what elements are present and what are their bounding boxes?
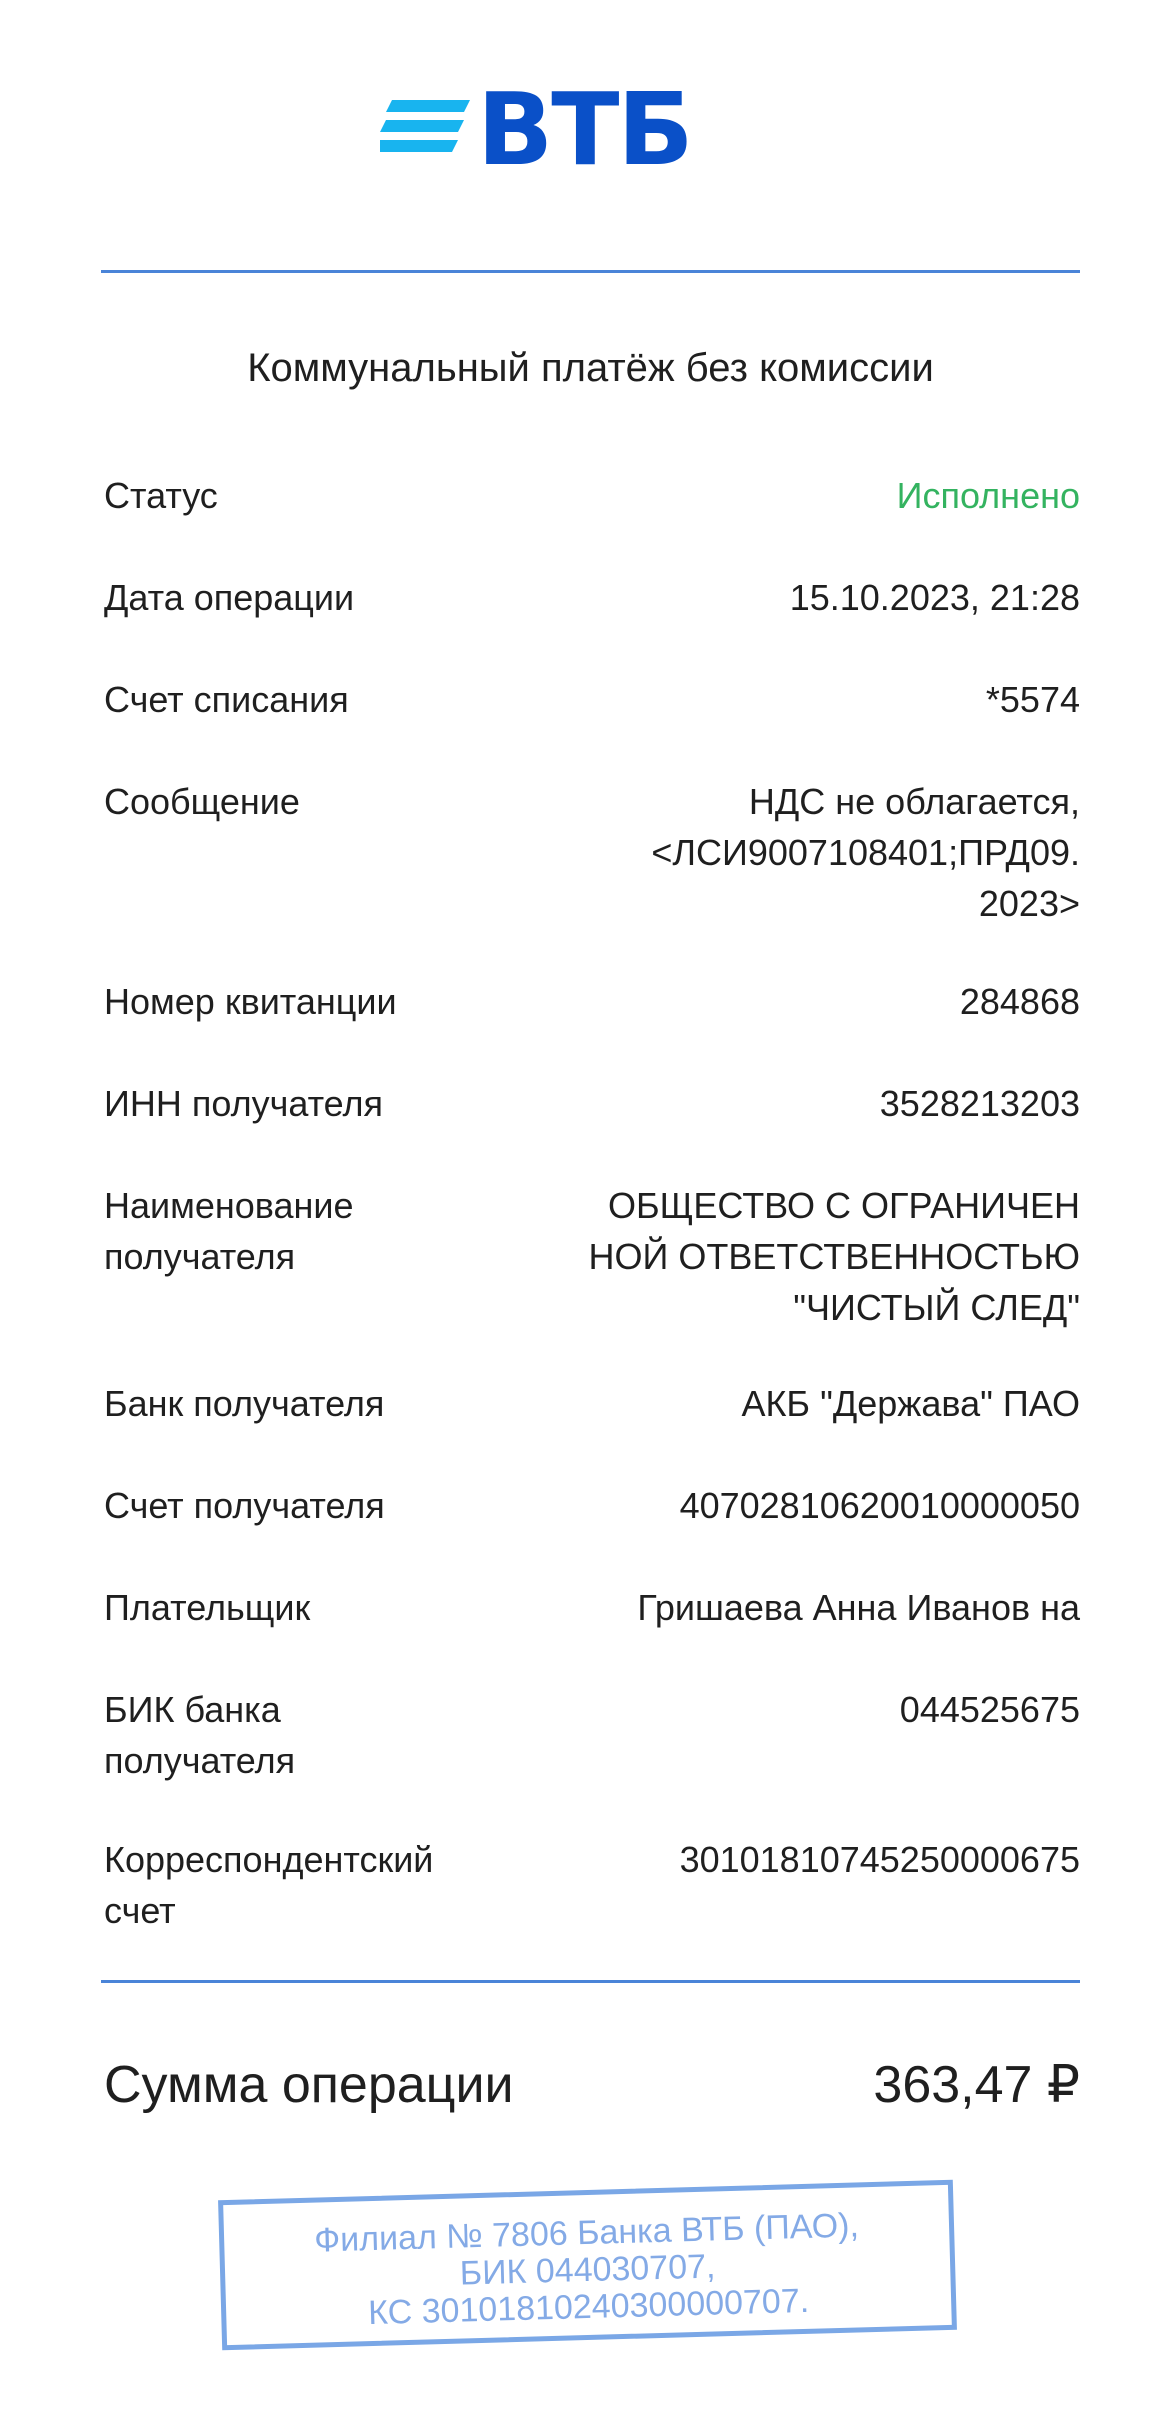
detail-label: ИНН получателя — [104, 1083, 383, 1124]
detail-value: 15.10.2023, 21:28 — [789, 577, 1080, 618]
detail-label — [104, 1684, 494, 1786]
detail-label: Номер квитанции — [104, 981, 397, 1022]
detail-row-bik — [104, 1684, 1080, 1786]
value-line: НОЙ ОТВЕТСТВЕННОСТЬЮ — [588, 1236, 1080, 1277]
detail-label — [104, 1180, 494, 1282]
value-line: ОБЩЕСТВО С ОГРАНИЧЕН — [608, 1185, 1080, 1226]
total-label: Сумма операции — [104, 2056, 514, 2114]
label-line: Наименование — [104, 1185, 354, 1226]
value-line: 2023> — [978, 883, 1080, 924]
label-line: получателя — [104, 1236, 296, 1277]
label-line: БИК банка — [104, 1689, 281, 1730]
detail-row-receipt-number — [104, 976, 1080, 1027]
detail-label: Банк получателя — [104, 1383, 385, 1424]
stamp-line: БИК 044030707, — [459, 2247, 716, 2293]
detail-label: Сообщение — [104, 781, 300, 822]
detail-label — [104, 1834, 494, 1936]
detail-row-recipient-inn — [104, 1078, 1080, 1129]
detail-value: 044525675 — [899, 1689, 1080, 1730]
label-line: счет — [104, 1890, 176, 1931]
detail-label: Статус — [104, 475, 218, 516]
detail-row-recipient-name — [104, 1180, 1080, 1333]
detail-value: АКБ "Держава" ПАО — [741, 1383, 1080, 1424]
detail-value: 30101810745250000675 — [679, 1839, 1080, 1880]
detail-value — [651, 776, 1080, 929]
status-value: Исполнено — [896, 475, 1080, 516]
logo-stripes-icon — [380, 100, 470, 160]
bank-stamp — [218, 2180, 957, 2350]
detail-label: Счет списания — [104, 679, 349, 720]
detail-value: 3528213203 — [879, 1083, 1080, 1124]
value-line: <ЛСИ9007108401;ПРД09. — [651, 832, 1080, 873]
operation-total — [104, 2055, 1080, 2115]
vtb-logo — [380, 71, 692, 206]
document-title: Коммунальный платёж без комиссии — [247, 346, 934, 390]
detail-row-recipient-account — [104, 1480, 1080, 1531]
total-divider — [101, 1980, 1080, 1983]
header-divider — [101, 270, 1080, 273]
detail-value: 284868 — [959, 981, 1080, 1022]
detail-label: Плательщик — [104, 1587, 311, 1628]
value-line: "ЧИСТЫЙ СЛЕД" — [793, 1287, 1080, 1328]
stamp-line: КС 30101810240300000707. — [367, 2281, 810, 2333]
detail-value: Гришаева Анна Иванов на — [637, 1587, 1080, 1628]
label-line: Корреспондентский — [104, 1839, 434, 1880]
detail-value: 40702810620010000050 — [679, 1485, 1080, 1526]
detail-row-message — [104, 776, 1080, 929]
detail-row-debit-account — [104, 674, 1080, 725]
detail-row-recipient-bank — [104, 1378, 1080, 1429]
detail-label: Дата операции — [104, 577, 355, 618]
detail-row-payer — [104, 1582, 1080, 1633]
detail-row-status — [104, 470, 1080, 521]
detail-value: *5574 — [985, 679, 1080, 720]
logo-text: ВТБ — [477, 71, 692, 188]
detail-label: Счет получателя — [104, 1485, 385, 1526]
value-line: НДС не облагается, — [748, 781, 1080, 822]
label-line: получателя — [104, 1740, 296, 1781]
detail-value — [589, 1180, 1080, 1333]
detail-row-correspondent-account — [104, 1834, 1080, 1936]
payment-details — [104, 470, 1080, 1936]
detail-row-date — [104, 572, 1080, 623]
stamp-line: Филиал № 7806 Банка ВТБ (ПАО), — [313, 2206, 860, 2260]
total-amount: 363,47 ₽ — [873, 2056, 1080, 2114]
